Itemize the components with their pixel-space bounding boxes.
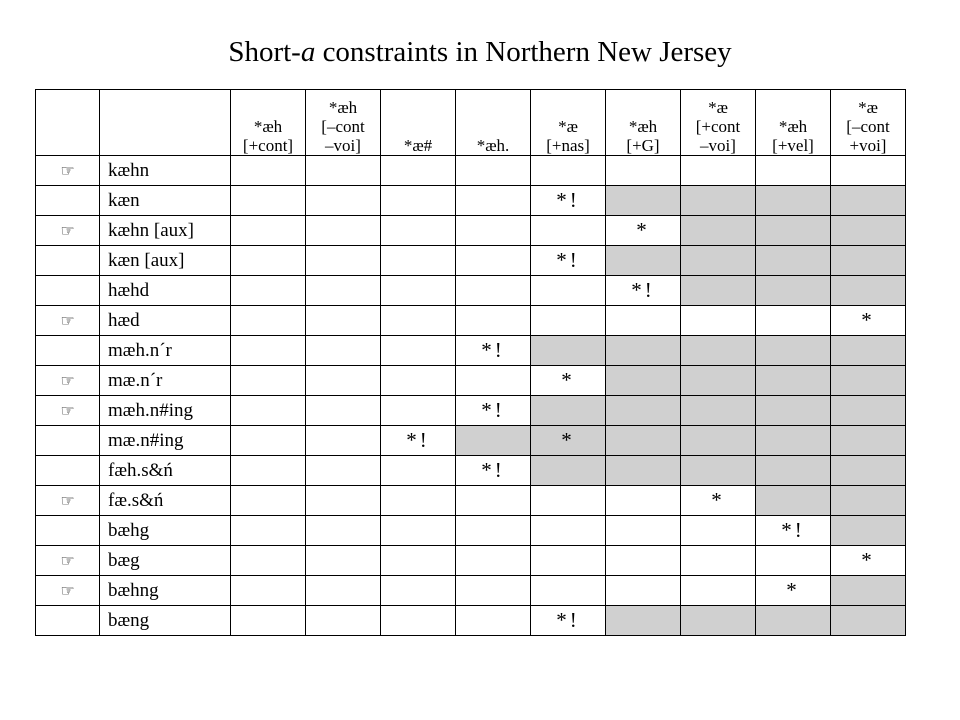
violation-cell [756, 426, 831, 456]
violation-cell [231, 606, 306, 636]
violation-cell [831, 426, 906, 456]
violation-cell [306, 306, 381, 336]
violation-cell [606, 246, 681, 276]
header-pointer-cell [36, 90, 100, 156]
violation-cell [606, 366, 681, 396]
violation-cell [231, 336, 306, 366]
violation-cell: * [531, 366, 606, 396]
violation-cell [381, 456, 456, 486]
violation-cell [831, 276, 906, 306]
candidate-form: mæh.n´r [100, 336, 231, 366]
violation-cell [756, 246, 831, 276]
violation-cell [606, 576, 681, 606]
violation-cell [681, 156, 756, 186]
violation-cell [531, 486, 606, 516]
violation-cell [606, 516, 681, 546]
violation-cell [306, 186, 381, 216]
violation-cell [306, 246, 381, 276]
pointing-hand-icon: ☞ [60, 400, 75, 420]
constraint-header-line: –voi] [325, 136, 361, 155]
violation-cell [306, 546, 381, 576]
constraint-header [606, 90, 681, 156]
constraint-header [231, 90, 306, 156]
violation-cell [756, 186, 831, 216]
violation-cell: *! [456, 336, 531, 366]
violation-cell [456, 306, 531, 336]
constraint-header-line: *æ [708, 98, 728, 117]
violation-cell [456, 486, 531, 516]
violation-cell [306, 336, 381, 366]
violation-cell [606, 426, 681, 456]
violation-cell [231, 546, 306, 576]
candidate-form: bæng [100, 606, 231, 636]
violation-cell [756, 486, 831, 516]
violation-cell [681, 246, 756, 276]
violation-cell [681, 576, 756, 606]
violation-cell [456, 216, 531, 246]
constraint-header [381, 90, 456, 156]
violation-cell [606, 456, 681, 486]
constraint-header [531, 90, 606, 156]
constraint-header-line: *æh [778, 117, 808, 136]
winner-pointer-cell [36, 396, 100, 426]
candidate-form: fæ.s&ń [100, 486, 231, 516]
violation-cell [831, 456, 906, 486]
violation-cell [756, 276, 831, 306]
violation-cell: * [831, 546, 906, 576]
violation-cell [231, 366, 306, 396]
violation-cell [231, 396, 306, 426]
constraint-header-line: –voi] [700, 136, 736, 155]
violation-cell [681, 216, 756, 246]
violation-cell [531, 576, 606, 606]
winner-pointer-cell [36, 576, 100, 606]
violation-cell [531, 216, 606, 246]
constraint-header-line: *æh. [476, 136, 510, 155]
candidate-form: hæd [100, 306, 231, 336]
violation-cell [381, 186, 456, 216]
violation-cell: *! [456, 396, 531, 426]
constraint-tableau [35, 89, 906, 636]
violation-cell [681, 366, 756, 396]
violation-cell [231, 216, 306, 246]
violation-cell [831, 336, 906, 366]
violation-cell [756, 546, 831, 576]
constraint-header-line: *æh [253, 117, 283, 136]
candidate-form: bæhng [100, 576, 231, 606]
violation-cell [531, 306, 606, 336]
violation-cell [456, 606, 531, 636]
pointing-hand-icon: ☞ [60, 490, 75, 510]
violation-cell [531, 456, 606, 486]
violation-cell [231, 156, 306, 186]
violation-cell: *! [606, 276, 681, 306]
violation-cell [831, 396, 906, 426]
candidate-row [36, 516, 906, 546]
winner-pointer-cell [36, 246, 100, 276]
violation-cell [306, 576, 381, 606]
violation-cell [381, 336, 456, 366]
violation-cell [831, 516, 906, 546]
candidate-row [36, 366, 906, 396]
winner-pointer-cell [36, 336, 100, 366]
violation-cell [306, 606, 381, 636]
candidate-row [36, 306, 906, 336]
violation-cell [756, 156, 831, 186]
violation-cell [381, 396, 456, 426]
winner-pointer-cell [36, 276, 100, 306]
violation-cell [756, 306, 831, 336]
violation-cell [531, 336, 606, 366]
header-row [36, 90, 906, 156]
constraint-header-line: [+cont [695, 117, 741, 136]
candidate-row [36, 246, 906, 276]
violation-cell: *! [531, 606, 606, 636]
winner-pointer-cell [36, 156, 100, 186]
violation-cell [681, 606, 756, 636]
violation-cell [831, 486, 906, 516]
violation-cell [831, 576, 906, 606]
candidate-form: mæ.n#ing [100, 426, 231, 456]
violation-cell [306, 156, 381, 186]
pointing-hand-icon: ☞ [60, 310, 75, 330]
candidate-row [36, 486, 906, 516]
violation-cell [606, 396, 681, 426]
candidate-row [36, 606, 906, 636]
winner-pointer-cell [36, 516, 100, 546]
candidate-form: mæh.n#ing [100, 396, 231, 426]
violation-cell [231, 456, 306, 486]
violation-cell [756, 216, 831, 246]
violation-cell [231, 276, 306, 306]
violation-cell: * [756, 576, 831, 606]
violation-cell [231, 516, 306, 546]
winner-pointer-cell [36, 606, 100, 636]
candidate-form: kæn [aux] [100, 246, 231, 276]
violation-cell [456, 276, 531, 306]
constraint-header [456, 90, 531, 156]
violation-cell [231, 426, 306, 456]
constraint-header-line: *æh [628, 117, 658, 136]
winner-pointer-cell [36, 456, 100, 486]
candidate-form: kæhn [aux] [100, 216, 231, 246]
candidate-row [36, 426, 906, 456]
violation-cell [606, 486, 681, 516]
candidate-row [36, 276, 906, 306]
violation-cell [681, 426, 756, 456]
violation-cell [456, 156, 531, 186]
violation-cell [756, 366, 831, 396]
violation-cell [531, 276, 606, 306]
violation-cell [606, 546, 681, 576]
violation-cell [306, 516, 381, 546]
constraint-header-line: [–cont [846, 117, 890, 136]
violation-cell [381, 216, 456, 246]
constraint-header-line: *æ [858, 98, 878, 117]
violation-cell [306, 396, 381, 426]
violation-cell: * [531, 426, 606, 456]
violation-cell [381, 486, 456, 516]
violation-cell [606, 606, 681, 636]
pointing-hand-icon: ☞ [60, 370, 75, 390]
violation-cell [456, 426, 531, 456]
title-suffix: constraints in Northern New Jersey [315, 36, 732, 68]
violation-cell [456, 366, 531, 396]
candidate-row [36, 546, 906, 576]
violation-cell [306, 486, 381, 516]
pointing-hand-icon: ☞ [60, 160, 75, 180]
pointing-hand-icon: ☞ [60, 580, 75, 600]
violation-cell [381, 156, 456, 186]
violation-cell [381, 576, 456, 606]
violation-cell [756, 606, 831, 636]
pointing-hand-icon: ☞ [60, 550, 75, 570]
violation-cell: *! [531, 246, 606, 276]
violation-cell [606, 156, 681, 186]
violation-cell [681, 456, 756, 486]
violation-cell [606, 306, 681, 336]
winner-pointer-cell [36, 186, 100, 216]
violation-cell [831, 246, 906, 276]
violation-cell [831, 216, 906, 246]
candidate-row [36, 396, 906, 426]
violation-cell [531, 516, 606, 546]
violation-cell [381, 246, 456, 276]
violation-cell [756, 456, 831, 486]
pointing-hand-icon: ☞ [60, 220, 75, 240]
violation-cell [681, 336, 756, 366]
constraint-header-line: *æ [558, 117, 578, 136]
violation-cell [606, 336, 681, 366]
violation-cell: * [681, 486, 756, 516]
constraint-header [831, 90, 906, 156]
violation-cell: *! [531, 186, 606, 216]
constraint-header-line: +voi] [849, 136, 887, 155]
violation-cell [306, 426, 381, 456]
violation-cell [306, 456, 381, 486]
page-title [0, 34, 960, 70]
violation-cell [456, 576, 531, 606]
candidate-row [36, 576, 906, 606]
violation-cell: * [606, 216, 681, 246]
tableau-body [36, 156, 906, 636]
candidate-form: kæn [100, 186, 231, 216]
violation-cell [456, 186, 531, 216]
violation-cell [381, 366, 456, 396]
violation-cell [456, 246, 531, 276]
candidate-form: hæhd [100, 276, 231, 306]
violation-cell [306, 276, 381, 306]
violation-cell: *! [381, 426, 456, 456]
violation-cell [231, 576, 306, 606]
candidate-form: kæhn [100, 156, 231, 186]
violation-cell [231, 486, 306, 516]
violation-cell [681, 396, 756, 426]
violation-cell: * [831, 306, 906, 336]
winner-pointer-cell [36, 306, 100, 336]
violation-cell [831, 606, 906, 636]
violation-cell [606, 186, 681, 216]
candidate-row [36, 156, 906, 186]
winner-pointer-cell [36, 366, 100, 396]
constraint-header-line: [+cont] [242, 136, 294, 155]
violation-cell [306, 366, 381, 396]
constraint-header-line: [+vel] [772, 136, 814, 155]
violation-cell [531, 396, 606, 426]
candidate-row [36, 216, 906, 246]
violation-cell [831, 156, 906, 186]
violation-cell [381, 516, 456, 546]
constraint-header-line: [+nas] [546, 136, 590, 155]
constraint-header [306, 90, 381, 156]
violation-cell [381, 546, 456, 576]
candidate-row [36, 336, 906, 366]
violation-cell [456, 546, 531, 576]
violation-cell [531, 546, 606, 576]
winner-pointer-cell [36, 546, 100, 576]
constraint-header [681, 90, 756, 156]
violation-cell [756, 336, 831, 366]
winner-pointer-cell [36, 426, 100, 456]
title-italic: a [300, 36, 316, 68]
violation-cell [681, 306, 756, 336]
violation-cell [381, 306, 456, 336]
candidate-form: mæ.n´r [100, 366, 231, 396]
candidate-row [36, 186, 906, 216]
candidate-form: fæh.s&ń [100, 456, 231, 486]
violation-cell [231, 186, 306, 216]
title-prefix: Short- [228, 36, 301, 68]
constraint-header-line: *æh [328, 98, 358, 117]
violation-cell [831, 186, 906, 216]
violation-cell [231, 306, 306, 336]
violation-cell: *! [756, 516, 831, 546]
constraint-header [756, 90, 831, 156]
violation-cell [831, 366, 906, 396]
violation-cell [756, 396, 831, 426]
constraint-header-line: [+G] [626, 136, 660, 155]
violation-cell [681, 546, 756, 576]
violation-cell: *! [456, 456, 531, 486]
constraint-header-line: [–cont [321, 117, 365, 136]
violation-cell [681, 276, 756, 306]
header-candidate-cell [100, 90, 231, 156]
violation-cell [681, 516, 756, 546]
violation-cell [381, 606, 456, 636]
violation-cell [456, 516, 531, 546]
candidate-form: bæg [100, 546, 231, 576]
violation-cell [306, 216, 381, 246]
candidate-form: bæhg [100, 516, 231, 546]
violation-cell [231, 246, 306, 276]
winner-pointer-cell [36, 486, 100, 516]
violation-cell [531, 156, 606, 186]
candidate-row [36, 456, 906, 486]
violation-cell [381, 276, 456, 306]
winner-pointer-cell [36, 216, 100, 246]
constraint-header-line: *æ# [403, 136, 433, 155]
violation-cell [681, 186, 756, 216]
